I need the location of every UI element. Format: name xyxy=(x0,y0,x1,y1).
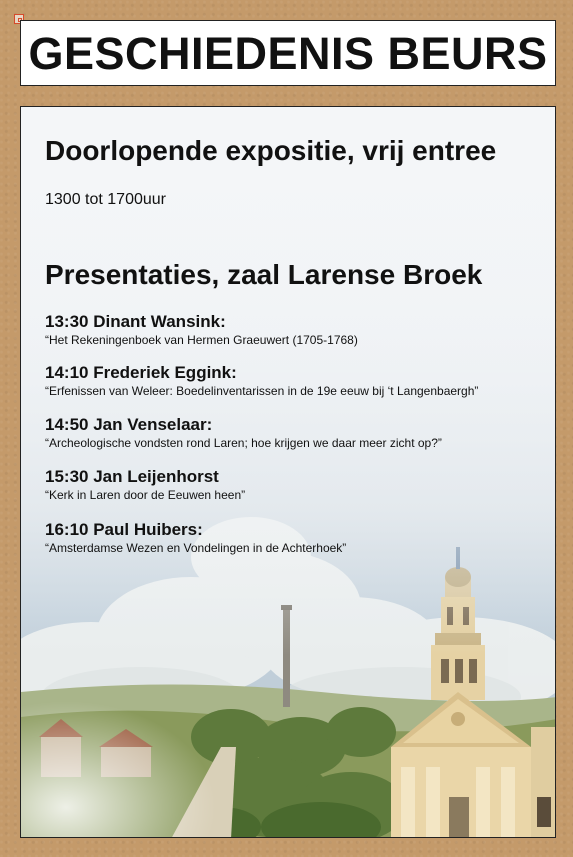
presentations-heading: Presentaties, zaal Larense Broek xyxy=(45,259,483,290)
talk-title: “Erfenissen van Weleer: Boedelinventarissen in de 19e eeuw bij ‘t Langenbaergh” xyxy=(45,384,479,398)
talk-title: “Amsterdamse Wezen en Vondelingen in de Achterhoek” xyxy=(45,541,347,555)
talk-time-speaker: 15:30 Jan Leijenhorst xyxy=(45,467,219,486)
talk-title: “Archeologische vondsten rond Laren; hoe krijgen we daar meer zicht op?” xyxy=(45,436,442,450)
page-title: GESCHIEDENIS BEURS xyxy=(28,27,548,79)
title-banner xyxy=(20,20,556,86)
talk-time-speaker: 14:10 Frederiek Eggink: xyxy=(45,363,237,382)
talk-time-speaker: 14:50 Jan Venselaar: xyxy=(45,415,213,434)
exhibition-hours: 1300 tot 1700uur xyxy=(45,191,166,208)
talk-time-speaker: 13:30 Dinant Wansink: xyxy=(45,312,226,331)
exhibition-heading: Doorlopende expositie, vrij entree xyxy=(45,135,497,166)
list-item xyxy=(45,312,358,348)
poster xyxy=(20,106,556,838)
talk-title: “Kerk in Laren door de Eeuwen heen” xyxy=(45,488,246,502)
talk-time-speaker: 16:10 Paul Huibers: xyxy=(45,520,203,539)
list-item xyxy=(45,467,245,503)
list-item xyxy=(45,520,346,556)
talk-title: “Het Rekeningenboek van Hermen Graeuwert (1705-1768) xyxy=(45,333,358,347)
list-item xyxy=(45,363,478,399)
list-item xyxy=(45,415,442,451)
